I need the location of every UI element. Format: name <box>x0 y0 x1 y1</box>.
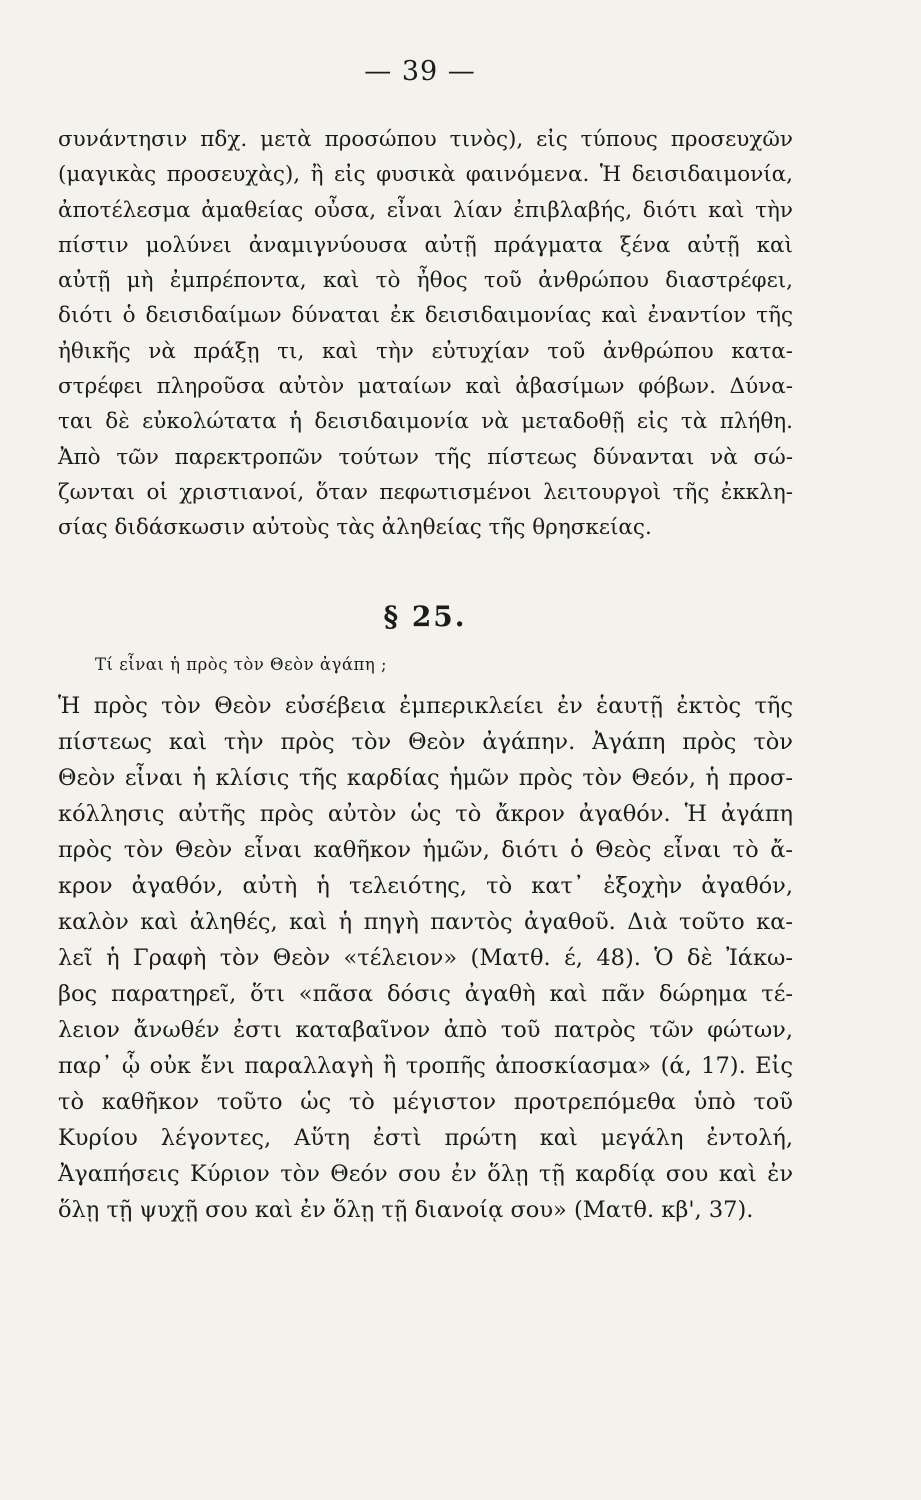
text-line: σίας διδάσκωσιν αὐτοὺς τὰς ἀληθείας τῆς θρησκείας. <box>58 515 652 541</box>
text-line: αὐτῇ μὴ ἐμπρέποντα, καὶ τὸ ἦθος τοῦ ἀνθρώπου διαστρέφει, <box>58 268 793 294</box>
text-line: Ἡ πρὸς τὸν Θεὸν εὐσέβεια ἐμπερικλείει ἐν ἑαυτῇ ἐκτὸς τῆς <box>58 693 793 719</box>
paragraph-superstition <box>58 122 793 546</box>
text-line: κόλλησις αὐτῆς πρὸς αὐτὸν ὡς τὸ ἄκρον ἀγαθόν. Ἡ ἀγάπη <box>58 801 793 827</box>
text-line: λεῖ ἡ Γραφὴ τὸν Θεὸν «τέλειον» (Ματθ. έ, 48). Ὁ δὲ Ἰάκω- <box>58 945 793 971</box>
text-line: ζωνται οἱ χριστιανοί, ὅταν πεφωτισμένοι λειτουργοὶ τῆς ἐκκλη- <box>58 479 793 505</box>
text-line: στρέφει πληροῦσα αὐτὸν ματαίων καὶ ἀβασίμων φόβων. Δύνα- <box>58 374 793 400</box>
text-line: συνάντησιν πδχ. μετὰ προσώπου τινὸς), εἰς τύπους προσευχῶν <box>58 127 793 152</box>
page-number: — 39 — <box>364 56 476 87</box>
text-line: (μαγικὰς προσευχὰς), ἢ εἰς φυσικὰ φαινόμενα. Ἡ δεισιδαιμονία, <box>58 162 793 188</box>
text-line: παρ᾽ ᾧ οὐκ ἔνι παραλλαγὴ ἢ τροπῆς ἀποσκίασμα» (ά, 17). Εἰς <box>58 1053 793 1079</box>
text-line: Ἀπὸ τῶν παρεκτροπῶν τούτων τῆς πίστεως δύνανται νὰ σώ- <box>58 444 793 470</box>
text-line: Ἀγαπήσεις Κύριον τὸν Θεόν σου ἐν ὅλῃ τῇ καρδίᾳ σου καὶ ἐν <box>58 1161 793 1187</box>
text-line: καλὸν καὶ ἀληθές, καὶ ἡ πηγὴ παντὸς ἀγαθοῦ. Διὰ τοῦτο κα- <box>58 909 793 935</box>
section-question: Τί εἶναι ἡ πρὸς τὸν Θεὸν ἀγάπη ; <box>95 655 388 674</box>
text-line: ται δὲ εὐκολώτατα ἡ δεισιδαιμονία νὰ μεταδοθῇ εἰς τὰ πλήθη. <box>58 409 793 435</box>
text-line: τὸ καθῆκον τοῦτο ὡς τὸ μέγιστον προτρεπόμεθα ὑπὸ τοῦ <box>58 1089 793 1115</box>
text-line: πρὸς τὸν Θεὸν εἶναι καθῆκον ἡμῶν, διότι ὁ Θεὸς εἶναι τὸ ἄ- <box>58 837 793 863</box>
text-line: ὅλῃ τῇ ψυχῇ σου καὶ ἐν ὅλῃ τῇ διανοίᾳ σου» (Ματθ. κβ', 37). <box>58 1197 754 1223</box>
text-line: διότι ὁ δεισιδαίμων δύναται ἐκ δεισιδαιμονίας καὶ ἐναντίον τῆς <box>58 303 793 329</box>
section-heading: § 25. <box>383 600 467 633</box>
text-line: ἀποτέλεσμα ἀμαθείας οὖσα, εἶναι λίαν ἐπιβλαβής, διότι καὶ τὴν <box>58 197 793 223</box>
text-line: Θεὸν εἶναι ἡ κλίσις τῆς καρδίας ἡμῶν πρὸς τὸν Θεόν, ἡ προσ- <box>58 765 793 791</box>
paragraph-love-of-god <box>58 688 793 1228</box>
text-line: πίστεως καὶ τὴν πρὸς τὸν Θεὸν ἀγάπην. Ἀγάπη πρὸς τὸν <box>58 729 793 755</box>
text-line: κρον ἀγαθόν, αὐτὴ ἡ τελειότης, τὸ κατ᾽ ἐξοχὴν ἀγαθόν, <box>58 873 793 899</box>
text-line: βος παρατηρεῖ, ὅτι «πᾶσα δόσις ἀγαθὴ καὶ πᾶν δώρημα τέ- <box>58 981 793 1007</box>
text-line: ἠθικῆς νὰ πράξῃ τι, καὶ τὴν εὐτυχίαν τοῦ ἀνθρώπου κατα- <box>58 338 793 364</box>
text-line: πίστιν μολύνει ἀναμιγνύουσα αὐτῇ πράγματα ξένα αὐτῇ καὶ <box>58 232 793 258</box>
text-line: Κυρίου λέγοντες, Αὕτη ἐστὶ πρώτη καὶ μεγάλη ἐντολή, <box>58 1125 793 1151</box>
text-line: λειον ἄνωθέν ἐστι καταβαῖνον ἀπὸ τοῦ πατρὸς τῶν φώτων, <box>58 1017 793 1043</box>
